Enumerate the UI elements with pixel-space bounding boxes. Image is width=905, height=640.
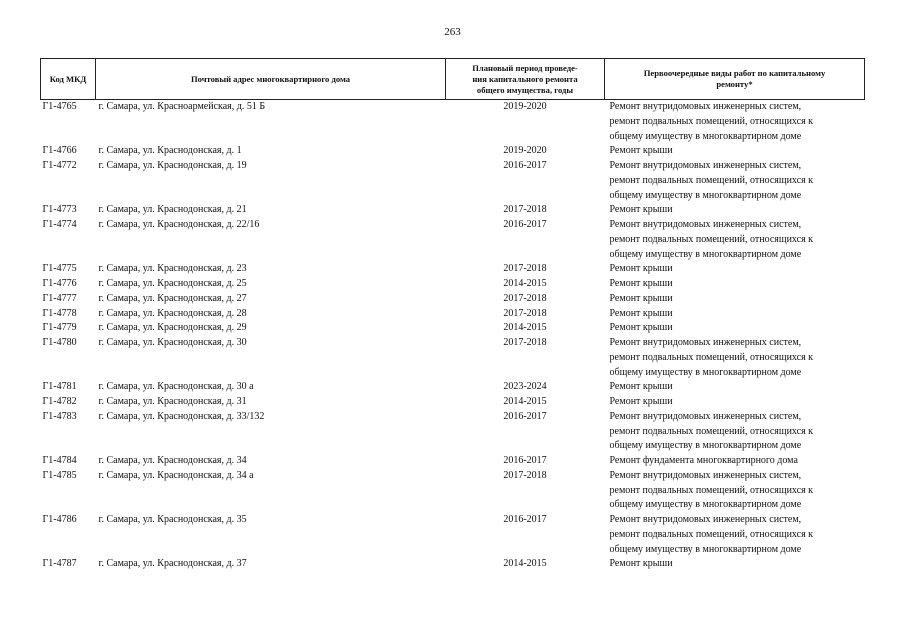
works-line: Ремонт крыши bbox=[609, 204, 673, 216]
table-row bbox=[41, 454, 865, 469]
row-works bbox=[605, 380, 865, 395]
table-row bbox=[41, 513, 865, 557]
row-code: Г1-4777 bbox=[42, 292, 77, 304]
row-address: г. Самара, ул. Краснодонская, д. 33/132 bbox=[98, 410, 265, 422]
row-address: г. Самара, ул. Краснодонская, д. 25 bbox=[98, 278, 247, 289]
row-code: Г1-4775 bbox=[42, 263, 77, 275]
works-line: Ремонт крыши bbox=[609, 322, 673, 334]
row-period: 2014-2015 bbox=[503, 278, 547, 289]
row-address: г. Самара, ул. Краснодонская, д. 35 bbox=[98, 514, 247, 525]
row-works bbox=[605, 100, 865, 145]
row-works bbox=[605, 395, 865, 410]
row-address: г. Самара, ул. Краснодонская, д. 31 bbox=[98, 396, 247, 407]
works-line: Ремонт внутридомовых инженерных систем, bbox=[609, 469, 802, 481]
row-period: 2016-2017 bbox=[503, 410, 547, 422]
row-works bbox=[605, 336, 865, 380]
works-line: ремонт подвальных помещений, относящихся к bbox=[609, 484, 814, 496]
row-period: 2017-2018 bbox=[503, 204, 547, 216]
table-row bbox=[41, 100, 865, 145]
table-row bbox=[41, 203, 865, 218]
row-works bbox=[605, 218, 865, 262]
works-line: общему имуществу в многоквартирном доме bbox=[609, 189, 802, 201]
row-works bbox=[605, 321, 865, 336]
works-line: Ремонт внутридомовых инженерных систем, bbox=[609, 219, 802, 230]
capital-repair-table bbox=[40, 58, 865, 572]
row-address: г. Самара, ул. Краснодонская, д. 21 bbox=[98, 204, 247, 216]
row-address: г. Самара, ул. Краснодонская, д. 37 bbox=[98, 558, 247, 570]
row-works bbox=[605, 292, 865, 307]
row-works bbox=[605, 557, 865, 572]
row-works bbox=[605, 203, 865, 218]
row-code: Г1-4779 bbox=[42, 322, 77, 334]
works-line: Ремонт фундамента многоквартирного дома bbox=[609, 455, 798, 466]
row-code: Г1-4780 bbox=[42, 337, 77, 348]
works-line: Ремонт внутридомовых инженерных систем, bbox=[609, 337, 802, 348]
row-works bbox=[605, 307, 865, 322]
works-line: Ремонт крыши bbox=[609, 263, 673, 275]
table-row bbox=[41, 395, 865, 410]
row-period: 2017-2018 bbox=[503, 263, 547, 275]
table-row bbox=[41, 410, 865, 454]
row-address: г. Самара, ул. Краснодонская, д. 19 bbox=[98, 160, 247, 171]
header-works: Первоочередные виды работ по капитальному ремонту* bbox=[605, 59, 865, 100]
table-body bbox=[41, 100, 865, 573]
row-address: г. Самара, ул. Краснодонская, д. 28 bbox=[98, 307, 247, 319]
works-line: Ремонт крыши bbox=[609, 292, 673, 304]
row-period: 2016-2017 bbox=[503, 160, 547, 171]
row-period: 2016-2017 bbox=[503, 514, 547, 525]
row-code: Г1-4774 bbox=[42, 219, 77, 230]
row-period: 2019-2020 bbox=[503, 101, 547, 112]
table-row bbox=[41, 380, 865, 395]
works-line: Ремонт внутридомовых инженерных систем, bbox=[609, 514, 802, 525]
row-code: Г1-4765 bbox=[42, 101, 77, 112]
row-period: 2019-2020 bbox=[503, 145, 547, 157]
row-works bbox=[605, 513, 865, 557]
header-address: Почтовый адрес многоквартирного дома bbox=[96, 59, 446, 100]
works-line: Ремонт внутридомовых инженерных систем, bbox=[609, 410, 802, 422]
table-row bbox=[41, 307, 865, 322]
table-row bbox=[41, 262, 865, 277]
row-address: г. Самара, ул. Краснодонская, д. 22/16 bbox=[98, 219, 260, 230]
works-line: Ремонт крыши bbox=[609, 145, 673, 157]
works-line: ремонт подвальных помещений, относящихся к bbox=[609, 425, 814, 437]
table-row bbox=[41, 557, 865, 572]
row-works bbox=[605, 454, 865, 469]
row-period: 2017-2018 bbox=[503, 469, 547, 481]
row-code: Г1-4781 bbox=[42, 381, 77, 393]
row-period: 2014-2015 bbox=[503, 396, 547, 407]
works-line: общему имуществу в многоквартирном доме bbox=[609, 248, 802, 260]
works-line: ремонт подвальных помещений, относящихся к bbox=[609, 174, 814, 186]
row-code: Г1-4773 bbox=[42, 204, 77, 216]
page-number: 263 bbox=[444, 26, 461, 38]
row-address: г. Самара, ул. Краснодонская, д. 34 а bbox=[98, 469, 254, 481]
row-address: г. Самара, ул. Краснодонская, д. 27 bbox=[98, 292, 247, 304]
table-row bbox=[41, 159, 865, 203]
table-row bbox=[41, 218, 865, 262]
row-address: г. Самара, ул. Краснодонская, д. 23 bbox=[98, 263, 247, 275]
works-line: общему имуществу в многоквартирном доме bbox=[609, 543, 802, 555]
table-row bbox=[41, 292, 865, 307]
works-line: ремонт подвальных помещений, относящихся к bbox=[609, 528, 814, 540]
row-code: Г1-4776 bbox=[42, 278, 77, 289]
works-line: Ремонт крыши bbox=[609, 558, 673, 570]
row-period: 2014-2015 bbox=[503, 558, 547, 570]
row-code: Г1-4772 bbox=[42, 160, 77, 171]
table-header-row bbox=[41, 59, 865, 100]
works-line: общему имуществу в многоквартирном доме bbox=[609, 440, 802, 452]
row-period: 2016-2017 bbox=[503, 455, 547, 466]
row-code: Г1-4784 bbox=[42, 455, 77, 466]
row-works bbox=[605, 277, 865, 292]
row-address: г. Самара, ул. Красноармейская, д. 51 Б bbox=[98, 101, 266, 112]
row-period: 2016-2017 bbox=[503, 219, 547, 230]
row-address: г. Самара, ул. Краснодонская, д. 29 bbox=[98, 322, 247, 334]
row-period: 2017-2018 bbox=[503, 307, 547, 319]
works-line: ремонт подвальных помещений, относящихся к bbox=[609, 233, 814, 245]
row-code: Г1-4785 bbox=[42, 469, 77, 481]
row-works bbox=[605, 159, 865, 203]
table-row bbox=[41, 336, 865, 380]
works-line: Ремонт крыши bbox=[609, 278, 673, 289]
table-row bbox=[41, 321, 865, 336]
works-line: Ремонт внутридомовых инженерных систем, bbox=[609, 101, 802, 112]
row-code: Г1-4778 bbox=[42, 307, 77, 319]
row-address: г. Самара, ул. Краснодонская, д. 1 bbox=[98, 145, 242, 157]
row-works bbox=[605, 469, 865, 513]
row-period: 2017-2018 bbox=[503, 337, 547, 348]
row-period: 2023-2024 bbox=[503, 381, 547, 393]
header-code: Код МКД bbox=[41, 59, 96, 100]
works-line: общему имуществу в многоквартирном доме bbox=[609, 366, 802, 378]
row-code: Г1-4786 bbox=[42, 514, 77, 525]
row-address: г. Самара, ул. Краснодонская, д. 30 а bbox=[98, 381, 254, 393]
row-period: 2017-2018 bbox=[503, 292, 547, 304]
row-code: Г1-4787 bbox=[42, 558, 77, 570]
row-address: г. Самара, ул. Краснодонская, д. 30 bbox=[98, 337, 247, 348]
table-row bbox=[41, 277, 865, 292]
table-row bbox=[41, 144, 865, 159]
row-code: Г1-4782 bbox=[42, 396, 77, 407]
works-line: ремонт подвальных помещений, относящихся к bbox=[609, 351, 814, 363]
works-line: Ремонт внутридомовых инженерных систем, bbox=[609, 160, 802, 171]
row-works bbox=[605, 144, 865, 159]
works-line: общему имуществу в многоквартирном доме bbox=[609, 499, 802, 511]
row-works bbox=[605, 262, 865, 277]
works-line: Ремонт крыши bbox=[609, 307, 673, 319]
table-row bbox=[41, 469, 865, 513]
row-code: Г1-4766 bbox=[42, 145, 77, 157]
row-works bbox=[605, 410, 865, 454]
row-address: г. Самара, ул. Краснодонская, д. 34 bbox=[98, 455, 247, 466]
row-code: Г1-4783 bbox=[42, 410, 77, 422]
works-line: Ремонт крыши bbox=[609, 396, 673, 407]
works-line: общему имуществу в многоквартирном доме bbox=[609, 130, 802, 142]
row-period: 2014-2015 bbox=[503, 322, 547, 334]
works-line: Ремонт крыши bbox=[609, 381, 673, 393]
header-period: Плановый период проведе- ния капитального ремонта общего имущества, годы bbox=[446, 59, 605, 100]
works-line: ремонт подвальных помещений, относящихся к bbox=[609, 115, 814, 127]
